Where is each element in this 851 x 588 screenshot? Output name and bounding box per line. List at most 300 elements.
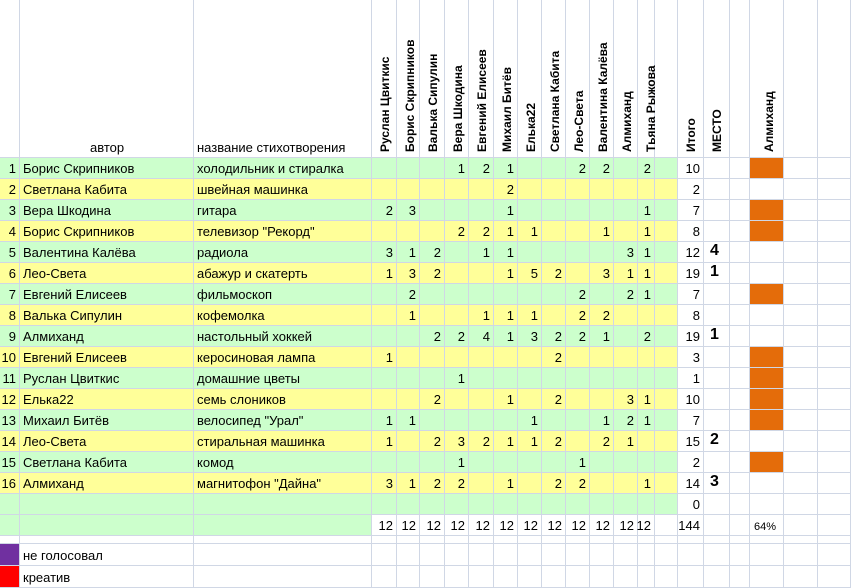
empty-cell[interactable] bbox=[20, 515, 194, 536]
vote-cell[interactable] bbox=[420, 305, 445, 326]
vote-cell[interactable] bbox=[518, 368, 542, 389]
blank-cell[interactable] bbox=[784, 368, 818, 389]
sum-cell[interactable] bbox=[590, 515, 614, 536]
blank-cell[interactable] bbox=[590, 536, 614, 544]
vote-cell[interactable] bbox=[518, 158, 542, 179]
total-cell[interactable] bbox=[678, 494, 704, 515]
author-cell[interactable] bbox=[20, 221, 194, 242]
header-author[interactable] bbox=[20, 0, 194, 158]
vote-cell[interactable] bbox=[469, 452, 494, 473]
vote-cell[interactable] bbox=[469, 179, 494, 200]
blank-cell[interactable] bbox=[566, 544, 590, 566]
blank-cell[interactable] bbox=[730, 221, 750, 242]
empty-cell[interactable] bbox=[0, 494, 20, 515]
vote-cell[interactable] bbox=[518, 221, 542, 242]
total-cell[interactable] bbox=[678, 431, 704, 452]
vote-cell[interactable] bbox=[372, 326, 397, 347]
vote-cell[interactable] bbox=[566, 410, 590, 431]
blank-cell[interactable] bbox=[818, 452, 851, 473]
vote-cell[interactable] bbox=[542, 158, 566, 179]
poem-title-cell[interactable] bbox=[194, 410, 372, 431]
blank-cell[interactable] bbox=[818, 536, 851, 544]
vote-cell[interactable] bbox=[638, 284, 655, 305]
vote-cell[interactable] bbox=[542, 305, 566, 326]
blank-cell[interactable] bbox=[518, 566, 542, 588]
blank-cell[interactable] bbox=[730, 452, 750, 473]
vote-cell[interactable] bbox=[638, 368, 655, 389]
vote-cell[interactable] bbox=[518, 200, 542, 221]
empty-cell[interactable] bbox=[420, 494, 445, 515]
blank-cell[interactable] bbox=[614, 544, 638, 566]
blank-cell[interactable] bbox=[784, 536, 818, 544]
header-voter[interactable] bbox=[638, 0, 658, 158]
vote-cell[interactable] bbox=[518, 473, 542, 494]
row-number[interactable] bbox=[0, 389, 20, 410]
vote-cell[interactable] bbox=[445, 431, 469, 452]
blank-cell[interactable] bbox=[818, 242, 851, 263]
header-voter[interactable] bbox=[372, 0, 397, 158]
vote-cell[interactable] bbox=[494, 473, 518, 494]
vote-cell[interactable] bbox=[494, 200, 518, 221]
poem-title-cell[interactable] bbox=[194, 305, 372, 326]
blank-cell[interactable] bbox=[614, 536, 638, 544]
vote-cell[interactable] bbox=[372, 284, 397, 305]
poem-title-cell[interactable] bbox=[194, 326, 372, 347]
blank-cell[interactable] bbox=[784, 566, 818, 588]
place-cell[interactable] bbox=[704, 473, 730, 494]
poem-title-cell[interactable] bbox=[194, 179, 372, 200]
author-cell[interactable] bbox=[20, 326, 194, 347]
extra-cell[interactable] bbox=[750, 347, 784, 368]
vote-cell[interactable] bbox=[445, 410, 469, 431]
blank-cell[interactable] bbox=[784, 284, 818, 305]
vote-cell[interactable] bbox=[566, 305, 590, 326]
blank-cell[interactable] bbox=[784, 305, 818, 326]
empty-cell[interactable] bbox=[655, 494, 678, 515]
poem-title-cell[interactable] bbox=[194, 284, 372, 305]
vote-cell[interactable] bbox=[542, 179, 566, 200]
blank-cell[interactable] bbox=[784, 263, 818, 284]
blank-cell[interactable] bbox=[469, 544, 494, 566]
blank-cell[interactable] bbox=[420, 536, 445, 544]
vote-cell[interactable] bbox=[614, 221, 638, 242]
spacer-cell[interactable] bbox=[655, 263, 678, 284]
vote-cell[interactable] bbox=[469, 326, 494, 347]
vote-cell[interactable] bbox=[494, 221, 518, 242]
blank-cell[interactable] bbox=[730, 200, 750, 221]
header-extra[interactable] bbox=[750, 0, 784, 158]
extra-cell[interactable] bbox=[750, 326, 784, 347]
blank-cell[interactable] bbox=[818, 305, 851, 326]
vote-cell[interactable] bbox=[566, 473, 590, 494]
vote-cell[interactable] bbox=[518, 326, 542, 347]
header-voter[interactable] bbox=[445, 0, 469, 158]
total-cell[interactable] bbox=[678, 179, 704, 200]
vote-cell[interactable] bbox=[372, 473, 397, 494]
vote-cell[interactable] bbox=[372, 242, 397, 263]
extra-cell[interactable] bbox=[750, 242, 784, 263]
place-cell[interactable] bbox=[704, 158, 730, 179]
blank-cell[interactable] bbox=[420, 544, 445, 566]
vote-cell[interactable] bbox=[614, 284, 638, 305]
row-number[interactable] bbox=[0, 200, 20, 221]
poem-title-cell[interactable] bbox=[194, 347, 372, 368]
blank-cell[interactable] bbox=[730, 242, 750, 263]
blank-cell[interactable] bbox=[372, 566, 397, 588]
extra-cell[interactable] bbox=[750, 431, 784, 452]
blank-cell[interactable] bbox=[818, 410, 851, 431]
vote-cell[interactable] bbox=[614, 242, 638, 263]
place-cell[interactable] bbox=[704, 368, 730, 389]
blank-cell[interactable] bbox=[655, 536, 678, 544]
empty-cell[interactable] bbox=[469, 494, 494, 515]
vote-cell[interactable] bbox=[372, 389, 397, 410]
extra-cell[interactable] bbox=[750, 179, 784, 200]
vote-cell[interactable] bbox=[590, 326, 614, 347]
total-cell[interactable] bbox=[678, 221, 704, 242]
legend-label-cell[interactable] bbox=[20, 544, 194, 566]
spacer-cell[interactable] bbox=[655, 200, 678, 221]
vote-cell[interactable] bbox=[566, 284, 590, 305]
blank-cell[interactable] bbox=[730, 515, 750, 536]
total-cell[interactable] bbox=[678, 263, 704, 284]
place-cell[interactable] bbox=[704, 221, 730, 242]
vote-cell[interactable] bbox=[638, 473, 655, 494]
vote-cell[interactable] bbox=[590, 473, 614, 494]
total-cell[interactable] bbox=[678, 326, 704, 347]
extra-cell[interactable] bbox=[750, 410, 784, 431]
row-number[interactable] bbox=[0, 347, 20, 368]
vote-cell[interactable] bbox=[590, 410, 614, 431]
extra-cell[interactable] bbox=[750, 284, 784, 305]
total-cell[interactable] bbox=[678, 242, 704, 263]
author-cell[interactable] bbox=[20, 179, 194, 200]
blank-cell[interactable] bbox=[818, 158, 851, 179]
vote-cell[interactable] bbox=[638, 305, 655, 326]
vote-cell[interactable] bbox=[638, 200, 655, 221]
blank-cell[interactable] bbox=[730, 473, 750, 494]
blank-cell[interactable] bbox=[730, 347, 750, 368]
extra-cell[interactable] bbox=[750, 305, 784, 326]
blank-cell[interactable] bbox=[638, 566, 655, 588]
vote-cell[interactable] bbox=[494, 179, 518, 200]
blank-cell[interactable] bbox=[194, 566, 372, 588]
empty-cell[interactable] bbox=[397, 494, 420, 515]
vote-cell[interactable] bbox=[542, 326, 566, 347]
vote-cell[interactable] bbox=[542, 263, 566, 284]
author-cell[interactable] bbox=[20, 389, 194, 410]
author-cell[interactable] bbox=[20, 200, 194, 221]
vote-cell[interactable] bbox=[518, 263, 542, 284]
blank-cell[interactable] bbox=[818, 566, 851, 588]
blank-cell[interactable] bbox=[784, 410, 818, 431]
row-number[interactable] bbox=[0, 242, 20, 263]
vote-cell[interactable] bbox=[445, 452, 469, 473]
vote-cell[interactable] bbox=[566, 368, 590, 389]
vote-cell[interactable] bbox=[372, 263, 397, 284]
extra-cell[interactable] bbox=[750, 221, 784, 242]
blank-cell[interactable] bbox=[818, 544, 851, 566]
place-cell[interactable] bbox=[704, 347, 730, 368]
row-number[interactable] bbox=[0, 410, 20, 431]
poem-title-cell[interactable] bbox=[194, 368, 372, 389]
empty-cell[interactable] bbox=[494, 494, 518, 515]
place-cell[interactable] bbox=[704, 242, 730, 263]
row-number[interactable] bbox=[0, 158, 20, 179]
row-number[interactable] bbox=[0, 431, 20, 452]
blank-cell[interactable] bbox=[194, 536, 372, 544]
spacer-cell[interactable] bbox=[655, 221, 678, 242]
vote-cell[interactable] bbox=[590, 179, 614, 200]
vote-cell[interactable] bbox=[445, 389, 469, 410]
empty-cell[interactable] bbox=[638, 494, 655, 515]
poem-title-cell[interactable] bbox=[194, 200, 372, 221]
vote-cell[interactable] bbox=[638, 263, 655, 284]
empty-cell[interactable] bbox=[590, 494, 614, 515]
spacer-cell[interactable] bbox=[655, 242, 678, 263]
empty-cell[interactable] bbox=[0, 515, 20, 536]
vote-cell[interactable] bbox=[566, 200, 590, 221]
sum-cell[interactable] bbox=[518, 515, 542, 536]
blank-cell[interactable] bbox=[818, 284, 851, 305]
vote-cell[interactable] bbox=[590, 284, 614, 305]
empty-cell[interactable] bbox=[445, 494, 469, 515]
vote-cell[interactable] bbox=[566, 263, 590, 284]
vote-cell[interactable] bbox=[469, 347, 494, 368]
vote-cell[interactable] bbox=[518, 305, 542, 326]
vote-cell[interactable] bbox=[469, 263, 494, 284]
blank-cell[interactable] bbox=[494, 566, 518, 588]
blank-cell[interactable] bbox=[590, 566, 614, 588]
vote-cell[interactable] bbox=[397, 284, 420, 305]
spacer-cell[interactable] bbox=[655, 410, 678, 431]
header-voter[interactable] bbox=[469, 0, 494, 158]
blank-cell[interactable] bbox=[818, 494, 851, 515]
header-voter[interactable] bbox=[614, 0, 638, 158]
vote-cell[interactable] bbox=[372, 305, 397, 326]
blank-cell[interactable] bbox=[730, 305, 750, 326]
legend-swatch[interactable] bbox=[0, 544, 20, 566]
vote-cell[interactable] bbox=[420, 473, 445, 494]
vote-cell[interactable] bbox=[494, 263, 518, 284]
blank-cell[interactable] bbox=[784, 452, 818, 473]
vote-cell[interactable] bbox=[397, 179, 420, 200]
header-place[interactable] bbox=[704, 0, 730, 158]
vote-cell[interactable] bbox=[469, 284, 494, 305]
vote-cell[interactable] bbox=[372, 158, 397, 179]
row-number[interactable] bbox=[0, 368, 20, 389]
blank-cell[interactable] bbox=[730, 326, 750, 347]
spacer-cell[interactable] bbox=[655, 473, 678, 494]
extra-cell[interactable] bbox=[750, 473, 784, 494]
vote-cell[interactable] bbox=[590, 221, 614, 242]
vote-cell[interactable] bbox=[420, 410, 445, 431]
vote-cell[interactable] bbox=[420, 326, 445, 347]
extra-cell[interactable] bbox=[750, 368, 784, 389]
extra-cell[interactable] bbox=[750, 158, 784, 179]
blank-cell[interactable] bbox=[420, 566, 445, 588]
vote-cell[interactable] bbox=[566, 242, 590, 263]
vote-cell[interactable] bbox=[614, 263, 638, 284]
vote-cell[interactable] bbox=[445, 200, 469, 221]
place-cell[interactable] bbox=[704, 284, 730, 305]
vote-cell[interactable] bbox=[590, 347, 614, 368]
vote-cell[interactable] bbox=[397, 200, 420, 221]
vote-cell[interactable] bbox=[469, 410, 494, 431]
blank-cell[interactable] bbox=[678, 536, 704, 544]
vote-cell[interactable] bbox=[638, 431, 655, 452]
blank-cell[interactable] bbox=[784, 389, 818, 410]
legend-label-cell[interactable] bbox=[20, 566, 194, 588]
vote-cell[interactable] bbox=[542, 347, 566, 368]
blank-cell[interactable] bbox=[784, 494, 818, 515]
vote-cell[interactable] bbox=[445, 179, 469, 200]
vote-cell[interactable] bbox=[397, 158, 420, 179]
vote-cell[interactable] bbox=[542, 242, 566, 263]
author-cell[interactable] bbox=[20, 242, 194, 263]
vote-cell[interactable] bbox=[566, 389, 590, 410]
sum-cell[interactable] bbox=[469, 515, 494, 536]
vote-cell[interactable] bbox=[372, 179, 397, 200]
header-blank[interactable] bbox=[784, 0, 818, 158]
blank-cell[interactable] bbox=[445, 544, 469, 566]
extra-cell[interactable] bbox=[750, 200, 784, 221]
total-cell[interactable] bbox=[678, 284, 704, 305]
vote-cell[interactable] bbox=[469, 200, 494, 221]
vote-cell[interactable] bbox=[566, 221, 590, 242]
total-cell[interactable] bbox=[678, 473, 704, 494]
vote-cell[interactable] bbox=[397, 305, 420, 326]
author-cell[interactable] bbox=[20, 473, 194, 494]
vote-cell[interactable] bbox=[566, 326, 590, 347]
vote-cell[interactable] bbox=[518, 431, 542, 452]
vote-cell[interactable] bbox=[590, 200, 614, 221]
poem-title-cell[interactable] bbox=[194, 473, 372, 494]
vote-cell[interactable] bbox=[445, 284, 469, 305]
author-cell[interactable] bbox=[20, 284, 194, 305]
vote-cell[interactable] bbox=[397, 347, 420, 368]
vote-cell[interactable] bbox=[542, 389, 566, 410]
vote-cell[interactable] bbox=[494, 431, 518, 452]
header-voter[interactable] bbox=[518, 0, 542, 158]
extra-cell[interactable] bbox=[750, 263, 784, 284]
poem-title-cell[interactable] bbox=[194, 263, 372, 284]
vote-cell[interactable] bbox=[566, 347, 590, 368]
vote-cell[interactable] bbox=[397, 431, 420, 452]
vote-cell[interactable] bbox=[372, 410, 397, 431]
sum-cell[interactable] bbox=[420, 515, 445, 536]
vote-cell[interactable] bbox=[372, 221, 397, 242]
empty-cell[interactable] bbox=[194, 515, 372, 536]
grand-total-cell[interactable] bbox=[678, 515, 704, 536]
poem-title-cell[interactable] bbox=[194, 221, 372, 242]
spacer-cell[interactable] bbox=[655, 326, 678, 347]
row-number[interactable] bbox=[0, 473, 20, 494]
vote-cell[interactable] bbox=[494, 305, 518, 326]
blank-cell[interactable] bbox=[818, 221, 851, 242]
vote-cell[interactable] bbox=[614, 347, 638, 368]
vote-cell[interactable] bbox=[518, 452, 542, 473]
vote-cell[interactable] bbox=[638, 326, 655, 347]
blank-cell[interactable] bbox=[784, 473, 818, 494]
blank-cell[interactable] bbox=[818, 200, 851, 221]
place-cell[interactable] bbox=[704, 263, 730, 284]
vote-cell[interactable] bbox=[638, 347, 655, 368]
vote-cell[interactable] bbox=[518, 179, 542, 200]
blank-cell[interactable] bbox=[784, 179, 818, 200]
vote-cell[interactable] bbox=[614, 200, 638, 221]
vote-cell[interactable] bbox=[397, 263, 420, 284]
vote-cell[interactable] bbox=[518, 389, 542, 410]
vote-cell[interactable] bbox=[638, 221, 655, 242]
author-cell[interactable] bbox=[20, 305, 194, 326]
blank-cell[interactable] bbox=[704, 536, 730, 544]
vote-cell[interactable] bbox=[445, 242, 469, 263]
author-cell[interactable] bbox=[20, 263, 194, 284]
blank-cell[interactable] bbox=[566, 536, 590, 544]
blank-cell[interactable] bbox=[730, 284, 750, 305]
vote-cell[interactable] bbox=[614, 368, 638, 389]
blank-cell[interactable] bbox=[818, 473, 851, 494]
row-number[interactable] bbox=[0, 263, 20, 284]
blank-cell[interactable] bbox=[784, 221, 818, 242]
header-total[interactable] bbox=[678, 0, 704, 158]
header-voter[interactable] bbox=[420, 0, 445, 158]
vote-cell[interactable] bbox=[542, 431, 566, 452]
vote-cell[interactable] bbox=[494, 389, 518, 410]
author-cell[interactable] bbox=[20, 410, 194, 431]
vote-cell[interactable] bbox=[445, 347, 469, 368]
blank-cell[interactable] bbox=[494, 544, 518, 566]
vote-cell[interactable] bbox=[494, 326, 518, 347]
vote-cell[interactable] bbox=[638, 158, 655, 179]
vote-cell[interactable] bbox=[494, 410, 518, 431]
vote-cell[interactable] bbox=[469, 431, 494, 452]
vote-cell[interactable] bbox=[420, 452, 445, 473]
blank-cell[interactable] bbox=[542, 536, 566, 544]
blank-cell[interactable] bbox=[397, 536, 420, 544]
blank-cell[interactable] bbox=[730, 544, 750, 566]
vote-cell[interactable] bbox=[494, 347, 518, 368]
vote-cell[interactable] bbox=[494, 242, 518, 263]
author-cell[interactable] bbox=[20, 158, 194, 179]
blank-cell[interactable] bbox=[730, 494, 750, 515]
vote-cell[interactable] bbox=[397, 452, 420, 473]
vote-cell[interactable] bbox=[420, 263, 445, 284]
empty-cell[interactable] bbox=[614, 494, 638, 515]
vote-cell[interactable] bbox=[494, 368, 518, 389]
blank-cell[interactable] bbox=[678, 544, 704, 566]
poem-title-cell[interactable] bbox=[194, 389, 372, 410]
vote-cell[interactable] bbox=[420, 158, 445, 179]
vote-cell[interactable] bbox=[469, 305, 494, 326]
sum-cell[interactable] bbox=[372, 515, 397, 536]
vote-cell[interactable] bbox=[566, 452, 590, 473]
vote-cell[interactable] bbox=[420, 368, 445, 389]
blank-cell[interactable] bbox=[818, 368, 851, 389]
header-voter[interactable] bbox=[590, 0, 614, 158]
vote-cell[interactable] bbox=[518, 284, 542, 305]
blank-cell[interactable] bbox=[784, 347, 818, 368]
blank-cell[interactable] bbox=[730, 158, 750, 179]
header-voter[interactable] bbox=[494, 0, 518, 158]
spacer-cell[interactable] bbox=[655, 305, 678, 326]
vote-cell[interactable] bbox=[542, 410, 566, 431]
vote-cell[interactable] bbox=[397, 221, 420, 242]
vote-cell[interactable] bbox=[397, 368, 420, 389]
legend-swatch[interactable] bbox=[0, 566, 20, 588]
blank-cell[interactable] bbox=[818, 515, 851, 536]
